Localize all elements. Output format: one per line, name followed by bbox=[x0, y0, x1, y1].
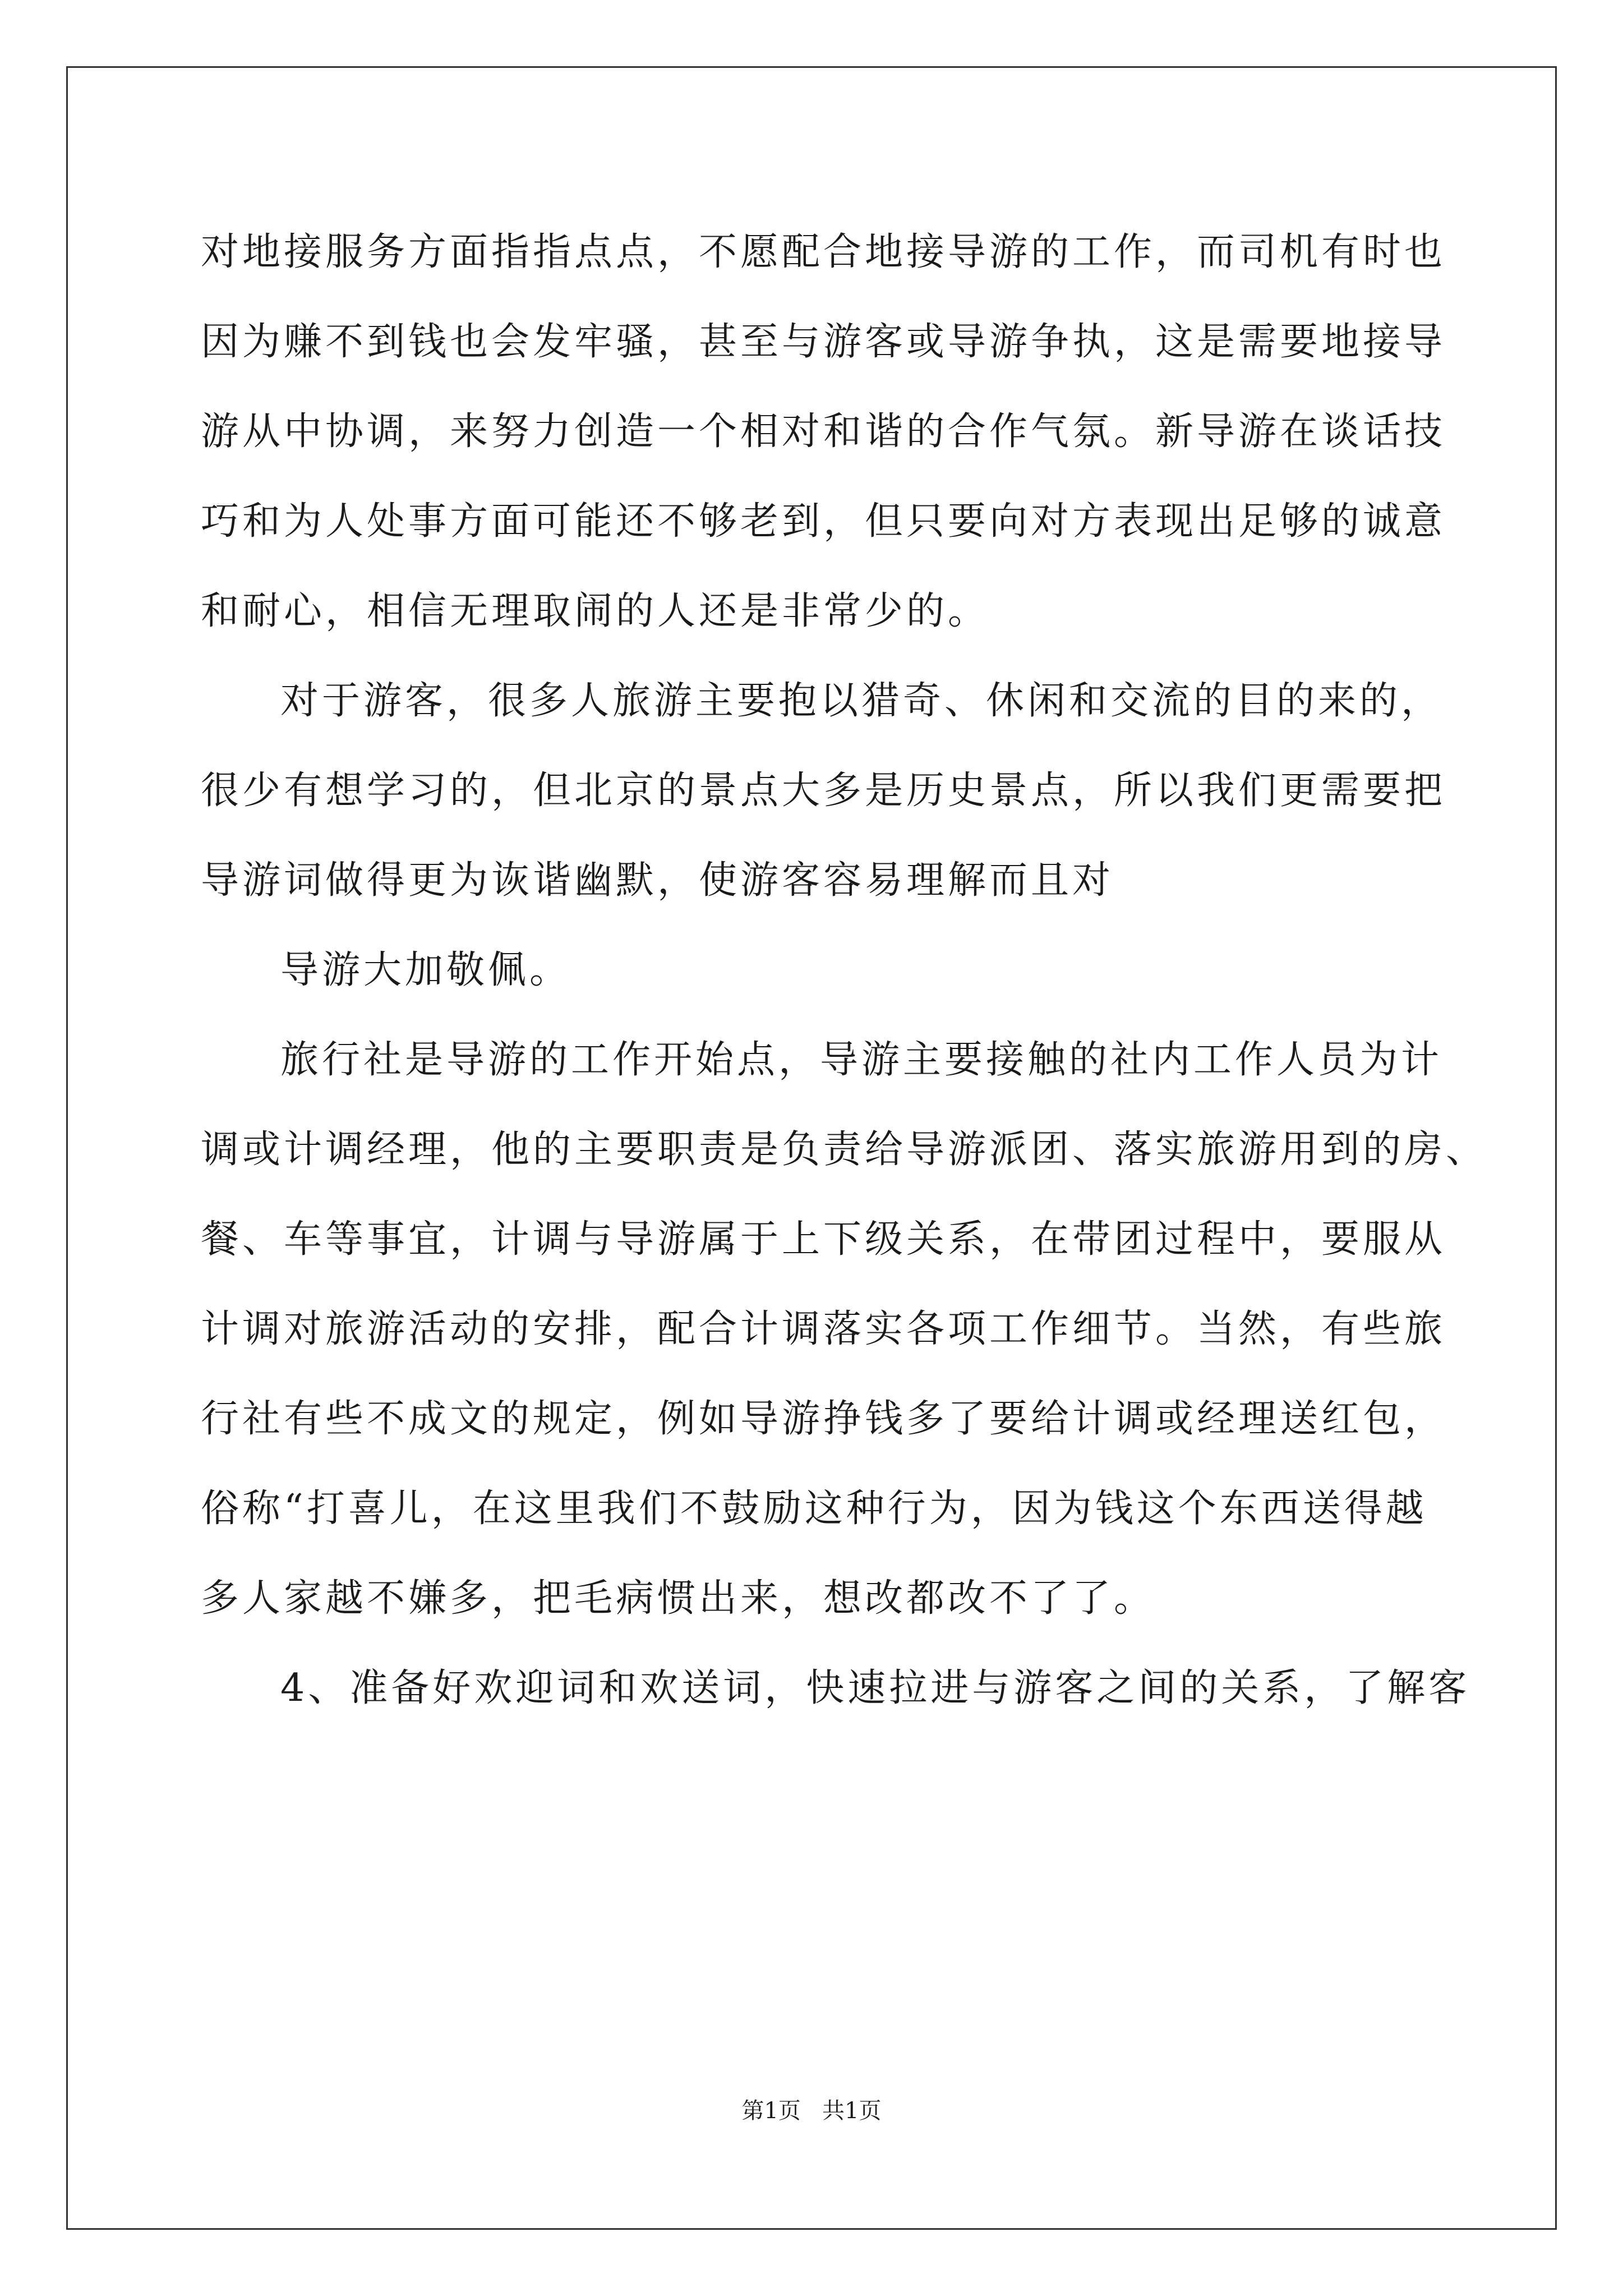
text-line: 计调对旅游活动的安排，配合计调落实各项工作细节。当然，有些旅 bbox=[201, 1307, 1446, 1351]
text-line: 因为赚不到钱也会发牢骚，甚至与游客或导游争执，这是需要地接导 bbox=[201, 320, 1446, 364]
text-line: 很少有想学习的，但北京的景点大多是历史景点，所以我们更需要把 bbox=[201, 769, 1446, 813]
text-line: 行社有些不成文的规定，例如导游挣钱多了要给计调或经理送红包， bbox=[201, 1397, 1446, 1441]
page-footer: 第1页 共1页 bbox=[741, 2098, 882, 2124]
text-line: 导游词做得更为诙谐幽默，使游客容易理解而且对 bbox=[201, 858, 1114, 903]
text-line: 调或计调经理，他的主要职责是负责给导游派团、落实旅游用到的房、 bbox=[201, 1128, 1488, 1172]
text-line: 餐、车等事宜，计调与导游属于上下级关系，在带团过程中，要服从 bbox=[201, 1217, 1446, 1262]
text-line: 4、准备好欢迎词和欢送词，快速拉进与游客之间的关系，了解客 bbox=[280, 1666, 1470, 1710]
text-line: 对于游客，很多人旅游主要抱以猎奇、休闲和交流的目的来的， bbox=[280, 679, 1443, 723]
text-line: 对地接服务方面指指点点，不愿配合地接导游的工作，而司机有时也 bbox=[201, 230, 1446, 274]
text-line: 旅行社是导游的工作开始点，导游主要接触的社内工作人员为计 bbox=[280, 1038, 1443, 1082]
text-line: 游从中协调，来努力创造一个相对和谐的合作气氛。新导游在谈话技 bbox=[201, 409, 1446, 454]
text-line: 巧和为人处事方面可能还不够老到，但只要向对方表现出足够的诚意 bbox=[201, 499, 1446, 544]
text-line: 多人家越不嫌多，把毛病惯出来，想改都改不了了。 bbox=[201, 1576, 1156, 1621]
text-line: 俗称“打喜儿，在这里我们不鼓励这种行为，因为钱这个东西送得越 bbox=[201, 1487, 1427, 1531]
text-line: 和耐心，相信无理取闹的人还是非常少的。 bbox=[201, 589, 990, 633]
text-line: 导游大加敬佩。 bbox=[280, 948, 571, 992]
